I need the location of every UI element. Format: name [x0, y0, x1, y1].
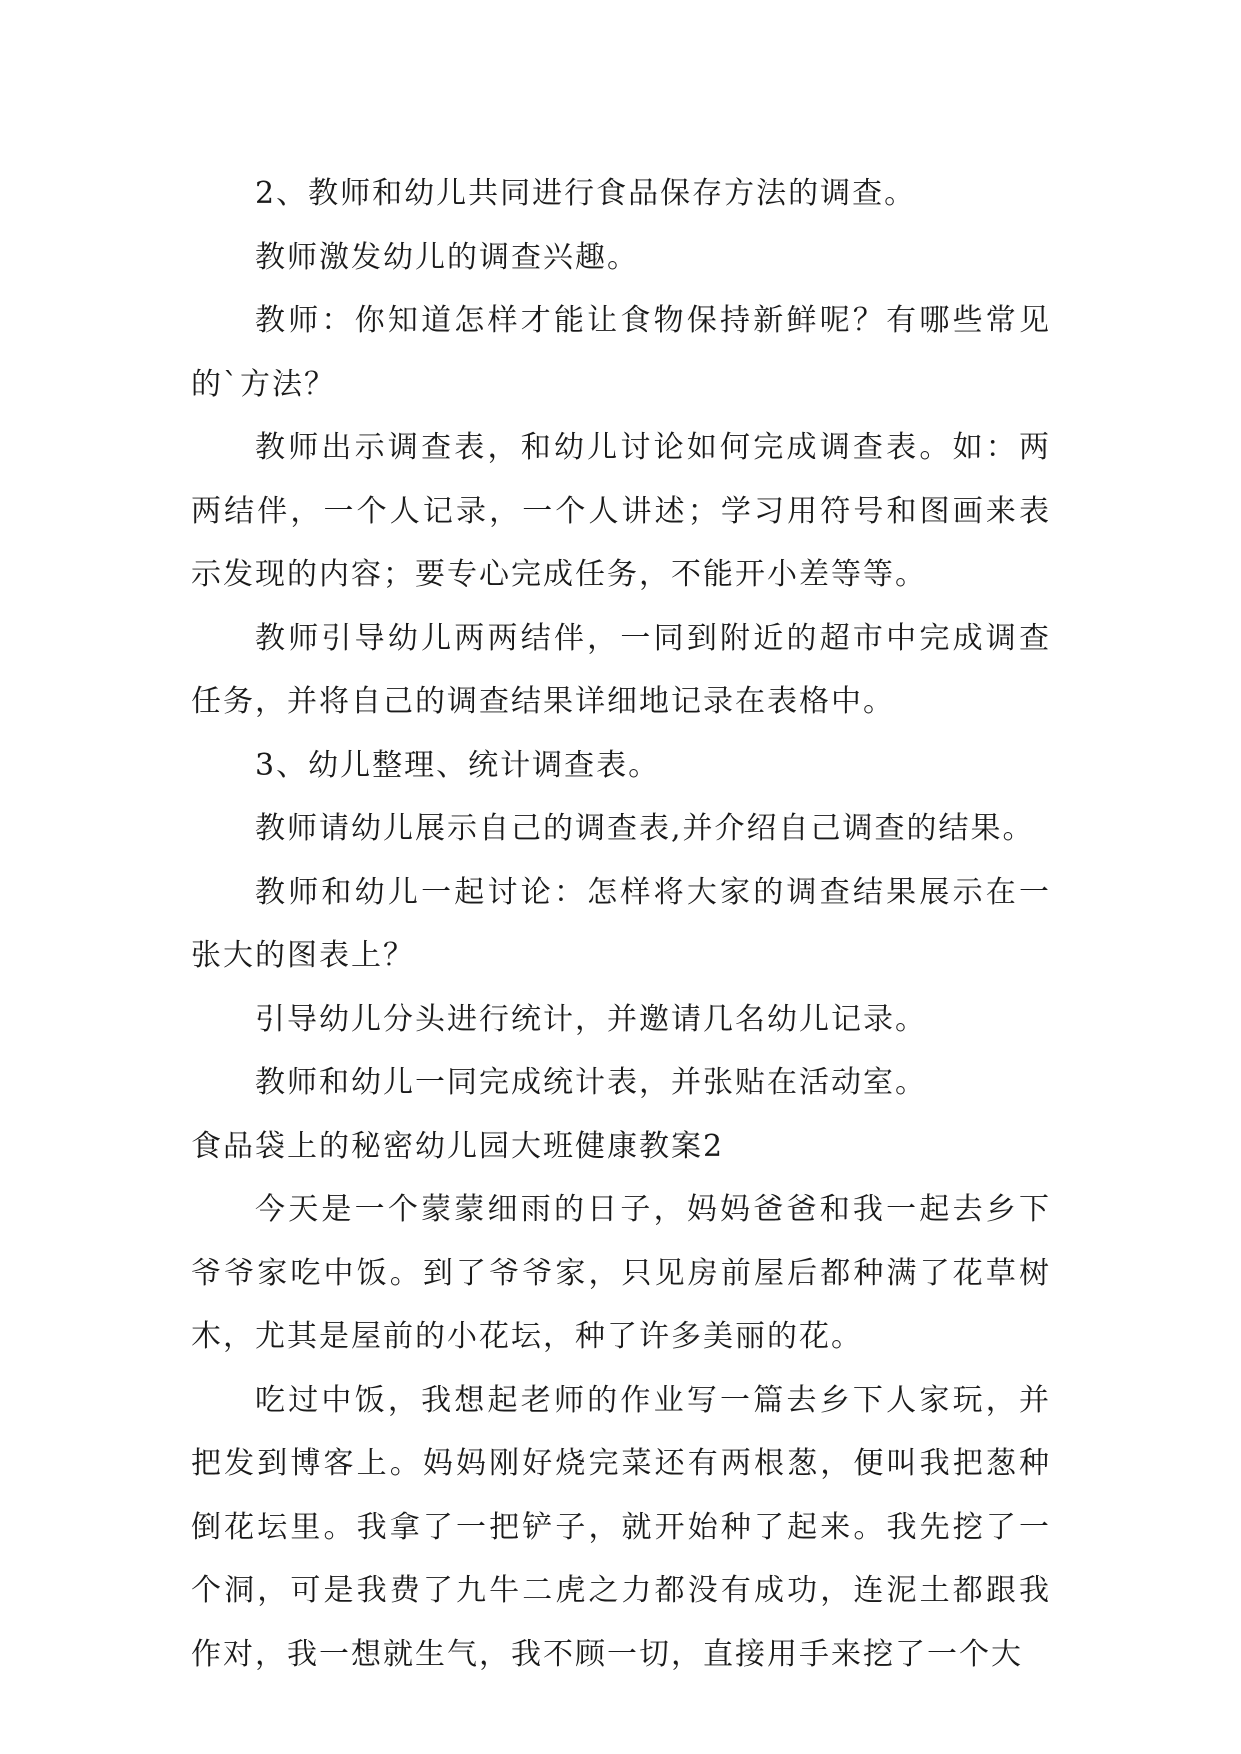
paragraph: 今天是一个蒙蒙细雨的日子，妈妈爸爸和我一起去乡下爷爷家吃中饭。到了爷爷家，只见房前屋后都种满了花草树木，尤其是屋前的小花坛，种了许多美丽的花。 [191, 1192, 1051, 1354]
paragraph: 吃过中饭，我想起老师的作业写一篇去乡下人家玩，并把发到博客上。妈妈刚好烧完菜还有两根葱，便叫我把葱种倒花坛里。我拿了一把铲子，就开始种了起来。我先挖了一个洞，可是我费了九牛二虎之力都没有成功，连泥土都跟我作对，我一想就生气，我不顾一切，直接用手来挖了一个大 [191, 1382, 1051, 1672]
paragraph: 教师出示调查表，和幼儿讨论如何完成调查表。如：两两结伴，一个人记录，一个人讲述；学习用符号和图画来表示发现的内容；要专心完成任务，不能开小差等等。 [191, 430, 1051, 592]
section-title: 食品袋上的秘密幼儿园大班健康教案2 [191, 1128, 725, 1164]
paragraph: 教师请幼儿展示自己的调查表,并介绍自己调查的结果。 [255, 811, 1035, 846]
paragraph: 2、教师和幼儿共同进行食品保存方法的调查。 [255, 176, 917, 211]
paragraph: 教师：你知道怎样才能让食物保持新鲜呢？有哪些常见的`方法？ [191, 303, 1051, 402]
paragraph: 3、幼儿整理、统计调查表。 [255, 747, 661, 783]
paragraph: 教师引导幼儿两两结伴，一同到附近的超市中完成调查任务，并将自己的调查结果详细地记录在表格中。 [191, 620, 1051, 719]
paragraph: 教师和幼儿一同完成统计表，并张贴在活动室。 [255, 1065, 927, 1100]
paragraph: 引导幼儿分头进行统计，并邀请几名幼儿记录。 [255, 1001, 927, 1037]
paragraph: 教师激发幼儿的调查兴趣。 [255, 239, 639, 275]
paragraph: 教师和幼儿一起讨论：怎样将大家的调查结果展示在一张大的图表上？ [191, 874, 1051, 973]
document-body [191, 162, 1051, 1686]
